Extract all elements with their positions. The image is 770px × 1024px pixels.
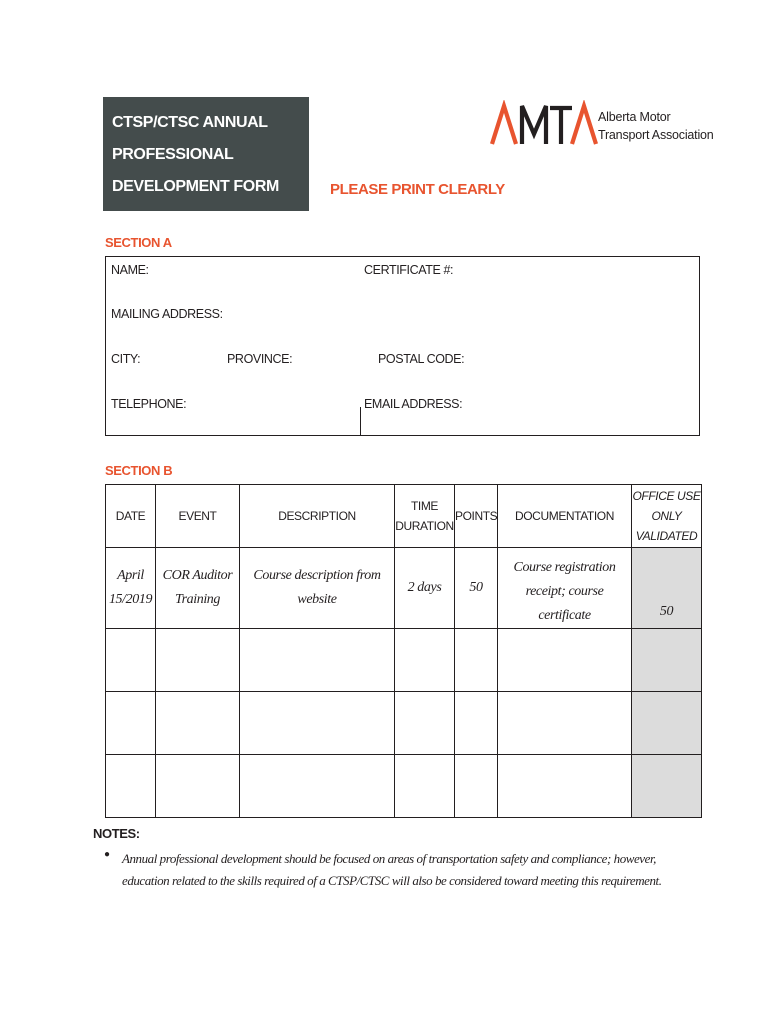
cell-points[interactable] <box>455 755 498 818</box>
time-header-line-2: DURATION <box>395 519 454 533</box>
documentation-line-1: Course registration <box>513 560 616 575</box>
form-title-line-3: DEVELOPMENT FORM <box>112 178 279 195</box>
print-notice: PLEASE PRINT CLEARLY <box>330 181 505 198</box>
form-title-line-2: PROFESSIONAL <box>112 146 234 163</box>
note-line-1: Annual professional development should be focused on areas of transportation safety and compliance; however, <box>122 851 656 866</box>
cell-event[interactable] <box>156 548 240 629</box>
form-title <box>103 97 309 211</box>
cell-event[interactable] <box>156 692 240 755</box>
cell-event[interactable] <box>156 629 240 692</box>
cell-validated <box>632 755 702 818</box>
validated-value: 50 <box>659 604 674 619</box>
cell-date[interactable] <box>106 755 156 818</box>
section-b-label: SECTION B <box>105 463 173 478</box>
cell-duration[interactable] <box>395 629 455 692</box>
office-header-line-3: VALIDATED <box>635 529 698 543</box>
table-row <box>106 629 702 692</box>
postal-code-field[interactable]: POSTAL CODE: <box>378 352 465 366</box>
cell-points[interactable] <box>455 692 498 755</box>
date-line-1: April <box>117 568 144 583</box>
cell-documentation[interactable] <box>498 629 632 692</box>
certificate-field[interactable]: CERTIFICATE #: <box>364 263 454 277</box>
column-header-event: EVENT <box>156 485 240 548</box>
table-row <box>106 755 702 818</box>
cell-event[interactable] <box>156 755 240 818</box>
table-row <box>106 548 702 629</box>
table-header-row <box>106 485 702 548</box>
cell-documentation[interactable] <box>498 755 632 818</box>
section-a-box <box>105 256 700 436</box>
cell-duration[interactable] <box>395 755 455 818</box>
office-header-line-2: ONLY <box>651 509 682 523</box>
name-field[interactable]: NAME: <box>111 263 149 277</box>
table-row <box>106 692 702 755</box>
cell-description[interactable] <box>240 692 395 755</box>
cell-duration[interactable]: 2 days <box>395 548 455 629</box>
cell-points[interactable] <box>455 629 498 692</box>
cell-validated <box>632 629 702 692</box>
column-header-documentation: DOCUMENTATION <box>498 485 632 548</box>
documentation-line-2: receipt; course certificate <box>525 584 604 623</box>
cell-date[interactable] <box>106 692 156 755</box>
logo-name-line-1: Alberta Motor <box>598 110 671 124</box>
pd-log-table <box>105 484 702 818</box>
bullet-icon: ● <box>104 849 111 860</box>
logo-organization-name <box>598 108 714 144</box>
time-header-line-1: TIME <box>410 499 439 513</box>
mailing-address-field[interactable]: MAILING ADDRESS: <box>111 307 223 321</box>
column-header-office-use <box>632 485 702 548</box>
cell-documentation[interactable] <box>498 548 632 629</box>
section-a-label: SECTION A <box>105 235 172 250</box>
logo-name-line-2: Transport Association <box>598 128 714 142</box>
cell-description[interactable] <box>240 629 395 692</box>
cell-date[interactable] <box>106 629 156 692</box>
column-header-time-duration <box>395 485 455 548</box>
cell-description[interactable]: Course description from website <box>240 548 395 629</box>
office-header-line-1: OFFICE USE <box>632 489 701 503</box>
field-divider <box>360 407 361 436</box>
cell-duration[interactable] <box>395 692 455 755</box>
email-field[interactable]: EMAIL ADDRESS: <box>364 397 463 411</box>
cell-validated <box>632 548 702 629</box>
note-line-2: education related to the skills required of a CTSP/CTSC will also be considered toward meeting this requirement. <box>122 873 662 888</box>
column-header-points: POINTS <box>455 485 498 548</box>
event-line-1: COR Auditor <box>162 568 233 583</box>
cell-points[interactable]: 50 <box>455 548 498 629</box>
cell-documentation[interactable] <box>498 692 632 755</box>
column-header-description: DESCRIPTION <box>240 485 395 548</box>
column-header-date: DATE <box>106 485 156 548</box>
province-field[interactable]: PROVINCE: <box>227 352 293 366</box>
cell-description[interactable] <box>240 755 395 818</box>
notes-title: NOTES: <box>93 826 140 841</box>
cell-validated <box>632 692 702 755</box>
date-line-2: 15/2019 <box>108 592 153 607</box>
city-field[interactable]: CITY: <box>111 352 141 366</box>
telephone-field[interactable]: TELEPHONE: <box>111 397 187 411</box>
form-title-line-1: CTSP/CTSC ANNUAL <box>112 114 268 131</box>
notes-list <box>104 848 664 892</box>
event-line-2: Training <box>174 592 221 607</box>
cell-date[interactable] <box>106 548 156 629</box>
